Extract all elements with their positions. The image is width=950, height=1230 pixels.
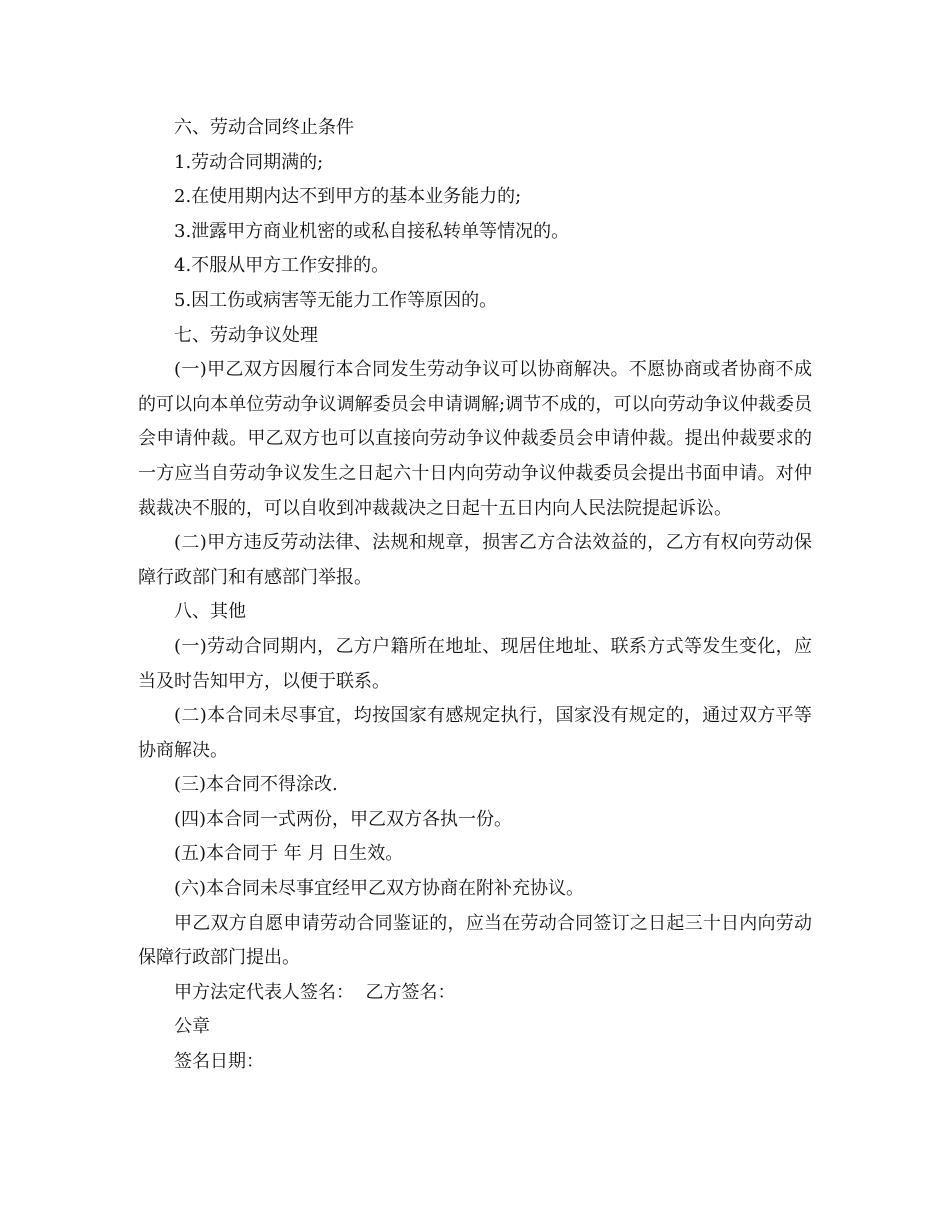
other-clause-1: (一)劳动合同期内，乙方户籍所在地址、现居住地址、联系方式等发生变化，应当及时告知甲方，以便于联系。 [138,635,812,692]
dispute-clause-1: (一)甲乙双方因履行本合同发生劳动争议可以协商解决。不愿协商或者协商不成的可以向本单位劳动争议调解委员会申请调解;调节不成的，可以向劳动争议仲裁委员会申请仲裁。甲乙双方也可以直接向劳动争议仲裁委员会申请仲裁。提出仲裁要求的一方应当自劳动争议发生之日起六十日内向劳动争议仲裁委员会提出书面申请。对仲裁裁决不服的，可以自收到冲裁裁决之日起十五日内向人民法院提起诉讼。 [138,359,812,519]
document-body [138,111,812,1080]
section-heading-other: 八、其他 [174,601,246,623]
clause-2: 2.在使用期内达不到甲方的基本业务能力的; [174,186,522,208]
other-clause-3: (三)本合同不得涂改. [174,774,338,796]
other-clause-5: (五)本合同于 年 月 日生效。 [174,843,404,865]
signature-line: 甲方法定代表人签名： 乙方签名： [174,981,456,1003]
clause-1: 1.劳动合同期满的; [174,151,324,173]
official-seal-label: 公章 [174,1016,210,1038]
other-clause-4: (四)本合同一式两份，甲乙双方各执一份。 [174,808,513,830]
other-clause-2: (二)本合同未尽事宜，均按国家有感规定执行，国家没有规定的，通过双方平等协商解决。 [138,705,812,761]
clause-5: 5.因工伤或病害等无能力工作等原因的。 [174,289,498,311]
section-heading-dispute: 七、劳动争议处理 [174,324,318,346]
section-heading-termination: 六、劳动合同终止条件 [174,117,354,138]
signature-date-label: 签名日期： [174,1051,264,1073]
dispute-clause-2: (二)甲方违反劳动法律、法规和规章，损害乙方合法效益的，乙方有权向劳动保障行政部门和有感部门举报。 [138,532,812,588]
clause-3: 3.泄露甲方商业机密的或私自接私转单等情况的。 [174,220,570,242]
verification-note: 甲乙双方自愿申请劳动合同鉴证的，应当在劳动合同签订之日起三十日内向劳动保障行政部门提出。 [138,912,812,969]
other-clause-6: (六)本合同未尽事宜经甲乙双方协商在附补充协议。 [174,878,585,900]
clause-4: 4.不服从甲方工作安排的。 [174,255,390,277]
